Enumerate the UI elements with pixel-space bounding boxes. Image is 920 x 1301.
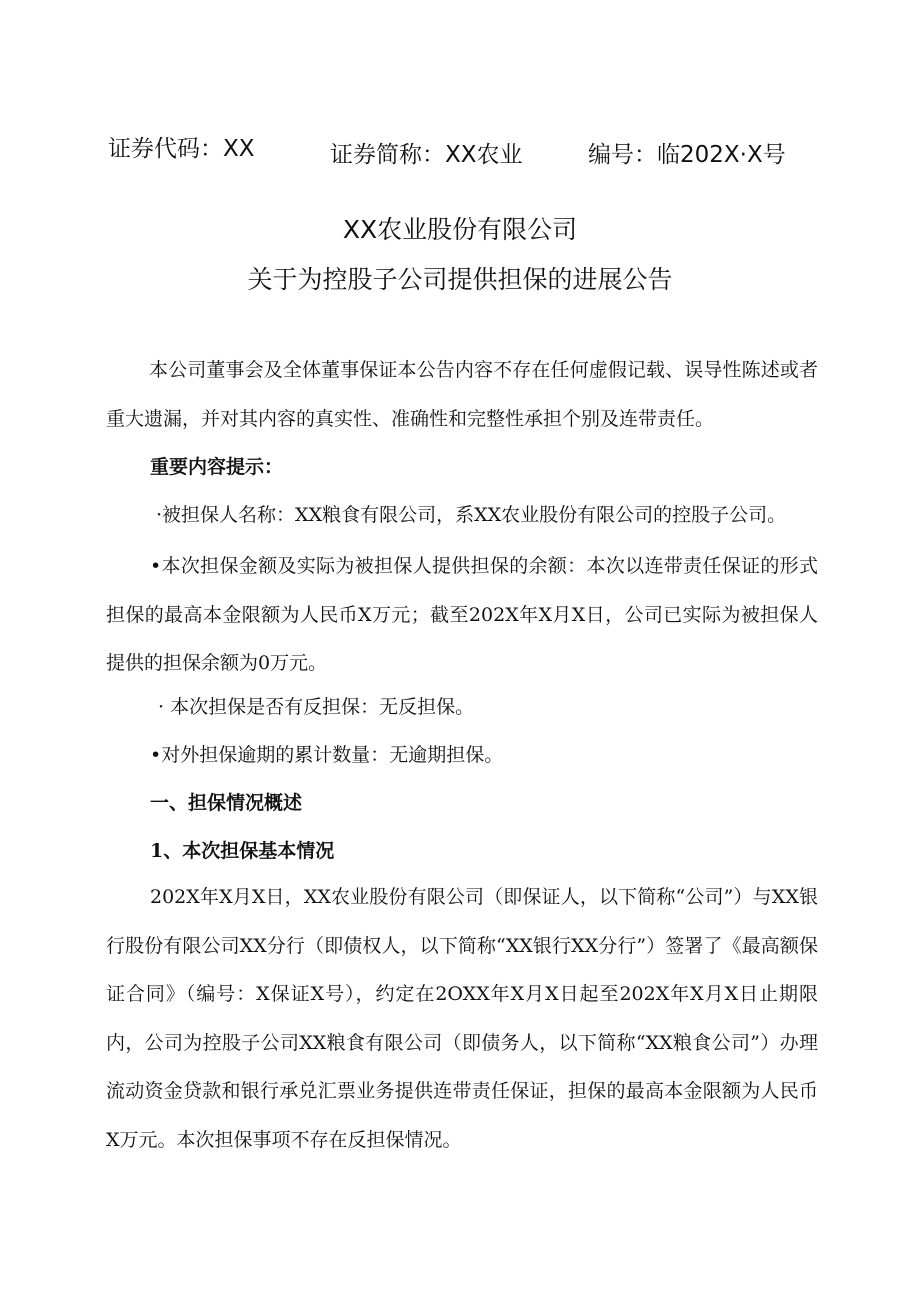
key-point-counter-guarantee: · 本次担保是否有反担保：无反担保。 [158, 696, 475, 718]
section-heading-overview: 一、担保情况概述 [150, 792, 303, 814]
key-point-guarantee-amount: •本次担保金额及实际为被担保人提供担保的余额：本次以连带责任保证的形式担保的最高本金限额为人民币X万元；截至202X年X月X日，公司已实际为被担保人提供的担保余额为0万元。 [106, 555, 818, 674]
subsection-heading-basic-info: 1、本次担保基本情况 [150, 840, 335, 862]
key-point-overdue-guarantee: •对外担保逾期的累计数量：无逾期担保。 [150, 744, 504, 766]
announcement-number: 编号：临202X·X号 [588, 142, 786, 168]
announcement-title: 关于为控股子公司提供担保的进展公告 [247, 265, 673, 294]
security-code: 证券代码：XX [108, 136, 255, 162]
guarantee-basic-info-body: 202X年X月X日，XX农业股份有限公司（即保证人，以下简称“公司”）与XX银行股份有限公司XX分行（即债权人，以下简称“XX银行XX分行”）签署了《最高额保证合同》（编号：X保证X号），约定在2OXX年X月X日起至202X年X月X日止期限内，公司为控股子公司XX粮食有限公司（即债务人，以下简称“XX粮食公司”）办理流动资金贷款和银行承兑汇票业务提供连带责任保证，担保的最高本金限额为人民币X万元。本次担保事项不存在反担保情况。 [106, 886, 818, 1151]
key-point-guaranteed-party: ·被担保人名称：XX粮食有限公司，系XX农业股份有限公司的控股子公司。 [156, 504, 787, 526]
company-title: XX农业股份有限公司 [342, 215, 578, 244]
security-short-name: 证券简称：XX农业 [330, 142, 523, 168]
key-points-heading: 重要内容提示： [150, 456, 284, 478]
board-statement: 本公司董事会及全体董事保证本公告内容不存在任何虚假记载、误导性陈述或者重大遗漏，并对其内容的真实性、准确性和完整性承担个别及连带责任。 [106, 359, 818, 430]
